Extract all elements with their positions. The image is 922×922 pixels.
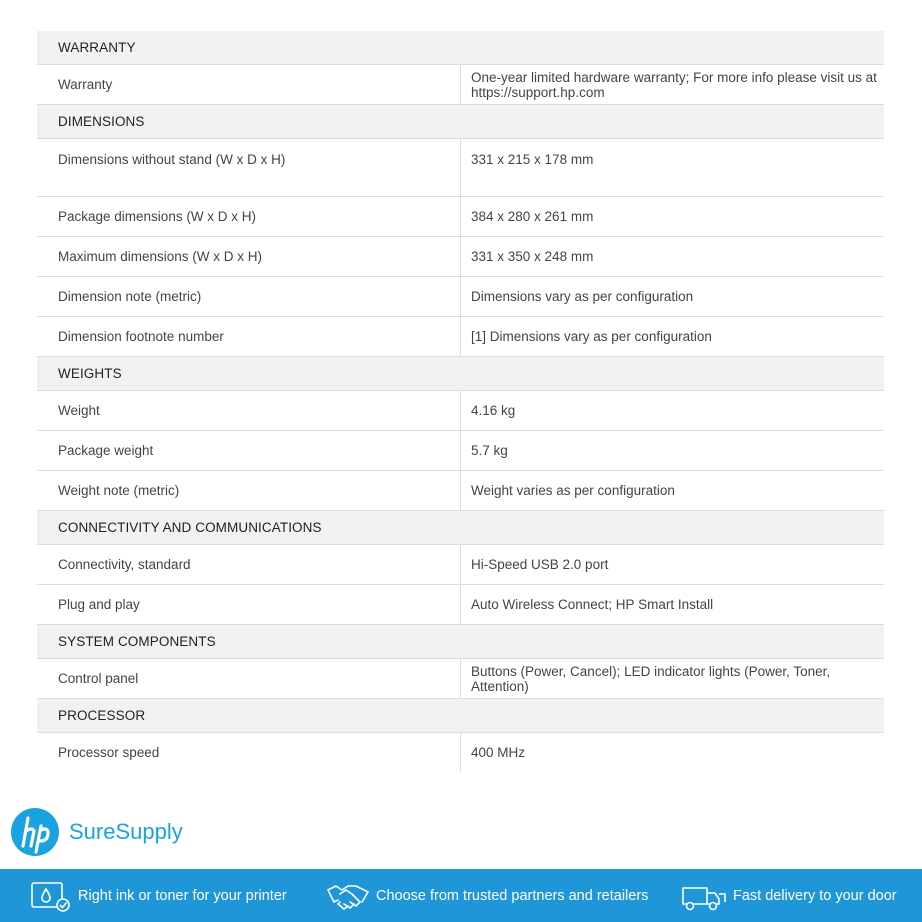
spec-row bbox=[37, 585, 884, 625]
feature-delivery bbox=[681, 869, 897, 922]
spec-label: Weight note (metric) bbox=[37, 471, 461, 511]
feature-banner bbox=[0, 869, 922, 922]
spec-row bbox=[37, 139, 884, 197]
feature-partners bbox=[326, 869, 648, 922]
spec-label: Weight bbox=[37, 391, 461, 431]
spec-value: Auto Wireless Connect; HP Smart Install bbox=[461, 585, 885, 625]
spec-label: Dimensions without stand (W x D x H) bbox=[37, 139, 461, 197]
spec-row bbox=[37, 277, 884, 317]
section-header bbox=[37, 357, 884, 391]
spec-label: Control panel bbox=[37, 659, 461, 699]
spec-row bbox=[37, 197, 884, 237]
spec-value: 384 x 280 x 261 mm bbox=[461, 197, 885, 237]
spec-label: Maximum dimensions (W x D x H) bbox=[37, 237, 461, 277]
brand-name: SureSupply bbox=[69, 819, 183, 844]
ink-drop-check-icon bbox=[30, 880, 72, 912]
feature-ink bbox=[30, 869, 287, 922]
section-title: WEIGHTS bbox=[37, 357, 884, 391]
spec-row bbox=[37, 545, 884, 585]
spec-value: Hi-Speed USB 2.0 port bbox=[461, 545, 885, 585]
spec-value: 331 x 350 x 248 mm bbox=[461, 237, 885, 277]
brand bbox=[11, 808, 183, 856]
handshake-icon bbox=[326, 880, 370, 912]
section-header bbox=[37, 105, 884, 139]
hp-logo-icon bbox=[11, 808, 59, 856]
delivery-truck-icon bbox=[681, 880, 727, 912]
spec-row bbox=[37, 317, 884, 357]
spec-row bbox=[37, 237, 884, 277]
spec-table bbox=[37, 31, 884, 772]
section-title: PROCESSOR bbox=[37, 699, 884, 733]
spec-value: One-year limited hardware warranty; For more info please visit us at https://support.hp.com bbox=[461, 65, 885, 105]
spec-row bbox=[37, 659, 884, 699]
spec-label: Connectivity, standard bbox=[37, 545, 461, 585]
feature-text: Fast delivery to your door bbox=[733, 887, 897, 904]
spec-label: Package dimensions (W x D x H) bbox=[37, 197, 461, 237]
spec-value: Buttons (Power, Cancel); LED indicator lights (Power, Toner, Attention) bbox=[461, 659, 885, 699]
spec-label: Dimension note (metric) bbox=[37, 277, 461, 317]
section-header bbox=[37, 31, 884, 65]
spec-value: 331 x 215 x 178 mm bbox=[461, 139, 885, 197]
spec-value: Dimensions vary as per configuration bbox=[461, 277, 885, 317]
spec-value: 5.7 kg bbox=[461, 431, 885, 471]
section-title: WARRANTY bbox=[37, 31, 884, 65]
section-header bbox=[37, 511, 884, 545]
section-header bbox=[37, 699, 884, 733]
spec-value: 4.16 kg bbox=[461, 391, 885, 431]
feature-text: Choose from trusted partners and retailers bbox=[376, 887, 649, 904]
feature-text: Right ink or toner for your printer bbox=[78, 887, 287, 904]
spec-label: Dimension footnote number bbox=[37, 317, 461, 357]
spec-value: [1] Dimensions vary as per configuration bbox=[461, 317, 885, 357]
spec-row bbox=[37, 471, 884, 511]
spec-row bbox=[37, 431, 884, 471]
spec-row bbox=[37, 65, 884, 105]
spec-value: 400 MHz bbox=[471, 745, 526, 760]
section-title: CONNECTIVITY AND COMMUNICATIONS bbox=[37, 511, 884, 545]
spec-label: Processor speed bbox=[37, 733, 461, 773]
spec-row bbox=[37, 733, 884, 773]
section-title: DIMENSIONS bbox=[37, 105, 884, 139]
spec-label: Plug and play bbox=[37, 585, 461, 625]
spec-row bbox=[37, 391, 884, 431]
spec-label: Package weight bbox=[37, 431, 461, 471]
section-header bbox=[37, 625, 884, 659]
spec-value: Weight varies as per configuration bbox=[461, 471, 885, 511]
section-title: SYSTEM COMPONENTS bbox=[37, 625, 884, 659]
spec-label: Warranty bbox=[37, 65, 461, 105]
